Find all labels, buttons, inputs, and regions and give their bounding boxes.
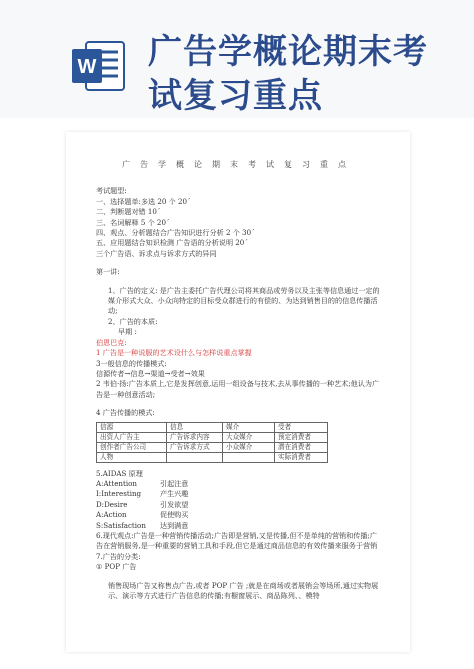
exam-type-item: 二、判断题对错 10ˊ <box>96 207 161 217</box>
bernbach-heading: 伯恩巴克: <box>96 337 127 347</box>
table-header-cell: 信源 <box>97 422 167 432</box>
list-item <box>96 521 382 531</box>
page-title: 广告学概论期末考试复习重点 <box>148 32 428 116</box>
list-item <box>96 510 382 520</box>
aidas-label: 5.AIDAS 原理 <box>96 468 143 478</box>
table-cell: 广告诉求内容 <box>167 432 223 442</box>
ad-essence-label: 2、广告的本质: <box>108 316 158 326</box>
table-cell: 创作者广告公司 <box>97 442 167 452</box>
list-item <box>96 479 382 489</box>
exam-note: 三个广告语、诉求点与诉求方式的异同 <box>96 248 217 258</box>
aidas-value: 促使购买 <box>160 510 189 520</box>
aidas-key: A:Action <box>96 510 127 520</box>
aidas-value: 引发欲望 <box>160 499 189 509</box>
aidas-value: 达到满意 <box>160 520 189 530</box>
table-header-cell: 信息 <box>167 422 223 432</box>
info-mode-flow: 信源传者→信息→渠道→受者→效果 <box>96 368 205 378</box>
table-row <box>97 432 328 442</box>
young-definition: 2 韦伯·扬:广告本质上,它是发挥创意,运用一组设备与技术,去从事传播的一种艺术;他认为广告是一种创意活动; <box>96 379 380 399</box>
aidas-key: S:Satisfaction <box>96 520 146 530</box>
table-cell: 预定消费者 <box>275 432 328 442</box>
pop-label: ① POP 广告 <box>96 562 137 572</box>
table-cell: 潜在消费者 <box>275 442 328 452</box>
table-row <box>97 452 328 462</box>
aidas-value: 产生兴趣 <box>160 489 189 499</box>
header-banner <box>0 0 474 118</box>
aidas-list <box>96 479 382 531</box>
table-cell <box>167 452 223 462</box>
exam-type-item: 四、观点、分析题结合广告知识进行分析 2 个 30ˊ <box>96 228 255 238</box>
bernbach-line: 1 广告是一种说服的艺术设什么与怎样说重点掌握 <box>96 348 252 358</box>
info-mode-label: 3一般信息的传播模式: <box>96 358 167 368</box>
pop-description: 销售现场广告又称售点广告,或者 POP 广告 ;就是在商场或者展销会等场所,通过实物展示、演示等方式进行广告信息的传播;有橱窗展示、商品陈列、、模特 <box>108 580 379 600</box>
table-header-cell: 受者 <box>275 422 328 432</box>
table-cell: 出资人广告主 <box>97 432 167 442</box>
aidas-value: 引起注意 <box>160 478 189 488</box>
ad-definition: 1、广告的定义: 是广告主委托广告代理公司将其商品或劳务以及主张等信息通过一定的媒介形式大众、小众向特定的目标受众群进行的有偿的、为达到销售目的的信息传播活动; <box>108 285 380 316</box>
ad-mode-label: 4 广告传播的模式: <box>96 408 155 418</box>
list-item <box>96 500 382 510</box>
exam-type-item: 三、名词解释 5 个 20ˊ <box>96 217 170 227</box>
list-item <box>96 489 382 499</box>
category-label: 7.广告的分类: <box>96 551 141 561</box>
word-logo-icon <box>72 40 126 92</box>
modern-view: 6.现代观点:广告是一种营销传播活动;广告即是营销,又是传播,但不是单纯的营销和传播;广告在营销服务,是一种重要的营销工具和手段,但它是通过商品信息的有效传播来服务于营销 <box>96 530 378 551</box>
document-page <box>66 132 410 652</box>
word-logo-letter: W <box>77 56 97 78</box>
aidas-key: A:Attention <box>96 478 137 488</box>
table-cell <box>223 452 275 462</box>
lecture-heading: 第一讲: <box>96 267 120 277</box>
table-cell: 小众媒介 <box>223 442 275 452</box>
aidas-key: D:Desire <box>96 499 128 509</box>
table-cell: 实际消费者 <box>275 452 328 462</box>
exam-types-label: 考试题型: <box>96 186 127 196</box>
table-header-cell: 媒介 <box>223 422 275 432</box>
ad-mode-table <box>96 422 328 463</box>
exam-type-item: 五、应用题结合知识检测 广告语的分析说明 20ˊ <box>96 238 248 248</box>
document-title: 广告学概论期末考试复习重点 <box>122 160 356 169</box>
table-cell: 广告诉求方式 <box>167 442 223 452</box>
table-cell: 大众媒介 <box>223 432 275 442</box>
aidas-key: I:Interesting <box>96 489 142 499</box>
table-row <box>97 442 328 452</box>
exam-type-item: 一、选择题单:多选 20 个 20ˊ <box>96 196 191 206</box>
ad-essence-value: 早期 : <box>118 327 137 337</box>
table-header-row <box>97 422 328 432</box>
table-cell: 人物 <box>97 452 167 462</box>
